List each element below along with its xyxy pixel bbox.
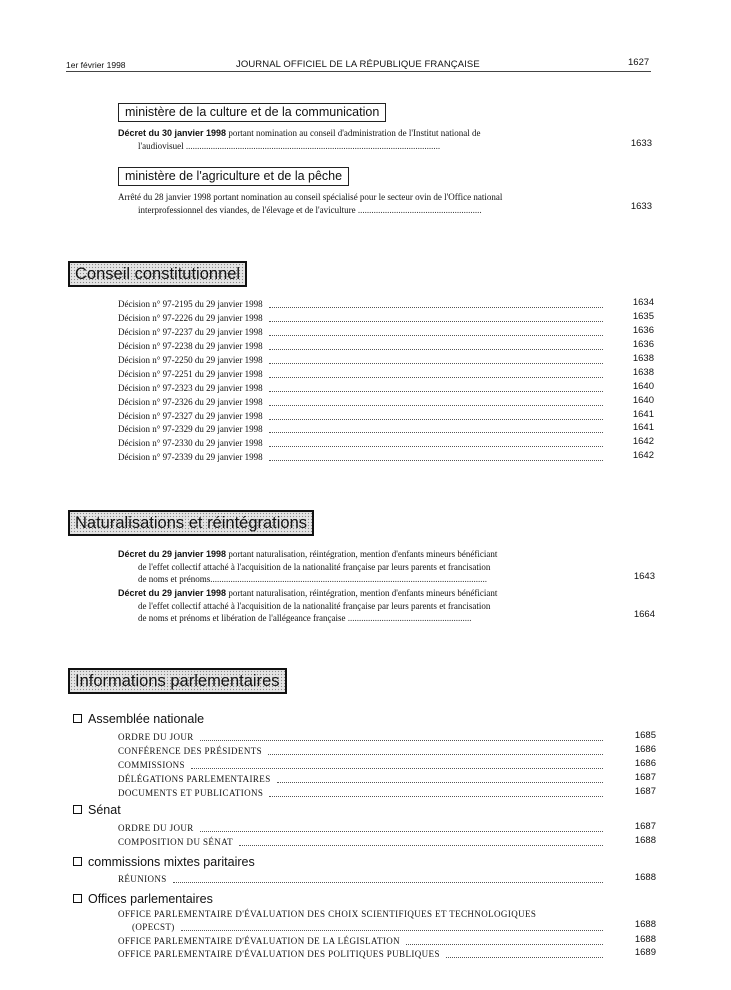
- dot-leader: [269, 787, 603, 797]
- decision-page: 1642: [632, 450, 654, 461]
- dot-leader: [269, 396, 603, 406]
- toc-page: 1687: [634, 772, 656, 783]
- dot-leader: [269, 340, 603, 350]
- agriculture-entry-text: Arrêté du 28 janvier 1998 portant nomination au conseil spécialisé pour le secteur ovin de l'Office national: [118, 192, 503, 202]
- decision-label: Décision n° 97-2237 du 29 janvier 1998: [118, 327, 263, 337]
- page-number: 1627: [628, 57, 650, 68]
- checkbox-square-icon: [73, 805, 82, 814]
- toc-row: [118, 773, 605, 787]
- naturalisation-entry-page: 1643: [633, 571, 655, 582]
- culture-entry-bold: Décret du 30 janvier 1998: [118, 128, 227, 138]
- subsection-heading: [73, 854, 255, 870]
- toc-label: ORDRE DU JOUR: [118, 732, 194, 742]
- toc-label: OFFICE PARLEMENTAIRE D'ÉVALUATION DES POLITIQUES PUBLIQUES: [118, 949, 440, 959]
- checkbox-square-icon: [73, 714, 82, 723]
- dot-leader: [200, 822, 603, 832]
- decision-page: 1640: [632, 381, 654, 392]
- toc-page: 1686: [634, 758, 656, 769]
- decision-page: 1635: [632, 311, 654, 322]
- decision-label: Décision n° 97-2323 du 29 janvier 1998: [118, 383, 263, 393]
- dot-leader: [446, 948, 603, 958]
- toc-page: 1685: [634, 730, 656, 741]
- toc-page: 1688: [634, 872, 656, 883]
- agriculture-entry-page: 1633: [630, 201, 652, 212]
- decision-page: 1641: [632, 409, 654, 420]
- section-informations-parlementaires: Informations parlementaires: [68, 668, 287, 694]
- decision-label: Décision n° 97-2238 du 29 janvier 1998: [118, 341, 263, 351]
- decision-page: 1634: [632, 297, 654, 308]
- decision-label: Décision n° 97-2329 du 29 janvier 1998: [118, 424, 263, 434]
- agriculture-entry: Arrêté du 28 janvier 1998 portant nomination au conseil spécialisé pour le secteur ovin de l'Office national interprofessionnel des viandes, de l'élevage et de l'aviculture .......................................................: [118, 192, 503, 215]
- toc-row: [118, 908, 605, 922]
- toc-label: RÉUNIONS: [118, 874, 167, 884]
- toc-label: OFFICE PARLEMENTAIRE D'ÉVALUATION DE LA LÉGISLATION: [118, 936, 401, 946]
- issue-date: 1er février 1998: [66, 60, 126, 70]
- toc-label: CONFÉRENCE DES PRÉSIDENTS: [118, 746, 263, 756]
- toc-label: OFFICE PARLEMENTAIRE D'ÉVALUATION DES CHOIX SCIENTIFIQUES ET TECHNOLOGIQUES: [118, 909, 537, 919]
- dot-leader: [269, 437, 603, 447]
- decision-page: 1638: [632, 367, 654, 378]
- agriculture-entry-cont: interprofessionnel des viandes, de l'élevage et de l'aviculture: [138, 204, 356, 215]
- checkbox-square-icon: [73, 894, 82, 903]
- toc-row: [118, 935, 605, 949]
- decision-row: [118, 410, 605, 424]
- subsection-title: Assemblée nationale: [88, 712, 205, 726]
- subsection-heading: [73, 802, 121, 818]
- subsection-title: Offices parlementaires: [88, 892, 213, 906]
- decision-label: Décision n° 97-2330 du 29 janvier 1998: [118, 438, 263, 448]
- dot-leader: [173, 873, 603, 883]
- decision-row: [118, 368, 605, 382]
- toc-row: [118, 787, 605, 801]
- ministry-culture-heading: ministère de la culture et de la communication: [118, 103, 386, 122]
- decision-page: 1636: [632, 339, 654, 350]
- toc-page: 1687: [634, 786, 656, 797]
- dot-leader: [191, 759, 603, 769]
- decision-page: 1636: [632, 325, 654, 336]
- decision-row: [118, 423, 605, 437]
- culture-entry: Décret du 30 janvier 1998 portant nomination au conseil d'administration de l'Institut national de l'audiovisuel .................................................................................................................: [118, 128, 481, 151]
- naturalisation-entry: Décret du 29 janvier 1998 portant naturalisation, réintégration, mention d'enfants mineurs bénéficiant de l'effet collectif attaché à l'acquisition de la nationalité française par leurs parents et francisation de noms et prénoms...........................................................................................................................: [118, 549, 498, 584]
- decision-label: Décision n° 97-2195 du 29 janvier 1998: [118, 299, 263, 309]
- decision-page: 1638: [632, 353, 654, 364]
- toc-label-cont: (OPECST): [132, 922, 175, 932]
- journal-title: JOURNAL OFFICIEL DE LA RÉPUBLIQUE FRANÇAISE: [236, 59, 480, 70]
- decision-row: [118, 396, 605, 410]
- subsection-heading: [73, 891, 213, 907]
- toc-page: 1688: [634, 835, 656, 846]
- section-conseil-constitutionnel: Conseil constitutionnel: [68, 261, 247, 287]
- decision-label: Décision n° 97-2339 du 29 janvier 1998: [118, 452, 263, 462]
- dot-leader: [269, 451, 603, 461]
- decision-label: Décision n° 97-2326 du 29 janvier 1998: [118, 397, 263, 407]
- dot-leader: [406, 935, 603, 945]
- dot-leader: [239, 836, 603, 846]
- naturalisation-entry: Décret du 29 janvier 1998 portant naturalisation, réintégration, mention d'enfants mineurs bénéficiant de l'effet collectif attaché à l'acquisition de la nationalité française par leurs parents et francisation de noms et prénoms et libération de l'allégeance française .......................................................: [118, 588, 498, 623]
- decision-label: Décision n° 97-2251 du 29 janvier 1998: [118, 369, 263, 379]
- decision-page: 1642: [632, 436, 654, 447]
- subsection-heading: [73, 711, 204, 727]
- toc-page: 1687: [634, 821, 656, 832]
- toc-row: [118, 731, 605, 745]
- dot-leader: [269, 354, 603, 364]
- culture-entry-text: portant nomination au conseil d'administration de l'Institut national de: [226, 128, 481, 138]
- culture-entry-cont: l'audiovisuel: [138, 140, 184, 151]
- toc-row: [132, 921, 605, 935]
- toc-label: COMPOSITION DU SÉNAT: [118, 837, 234, 847]
- dot-leader: [268, 745, 603, 755]
- toc-row: [118, 822, 605, 836]
- page-header: [0, 57, 731, 75]
- dot-leader: [269, 368, 603, 378]
- dot-leader: [277, 773, 603, 783]
- decision-row: [118, 354, 605, 368]
- dot-leader: [269, 382, 603, 392]
- decision-row: [118, 312, 605, 326]
- toc-page: 1686: [634, 744, 656, 755]
- naturalisation-entry-page: 1664: [633, 609, 655, 620]
- dot-leader: [181, 921, 603, 931]
- toc-row: [118, 836, 605, 850]
- dot-leader: [269, 410, 603, 420]
- toc-row: [118, 759, 605, 773]
- dot-leader: [269, 312, 603, 322]
- toc-label: ORDRE DU JOUR: [118, 823, 194, 833]
- toc-page: 1688: [634, 934, 656, 945]
- dot-leader: [269, 326, 603, 336]
- toc-label: COMMISSIONS: [118, 760, 185, 770]
- dot-leader: [269, 423, 603, 433]
- decision-row: [118, 382, 605, 396]
- decision-row: [118, 298, 605, 312]
- decision-row: [118, 340, 605, 354]
- decision-page: 1640: [632, 395, 654, 406]
- toc-label: DÉLÉGATIONS PARLEMENTAIRES: [118, 774, 271, 784]
- decision-label: Décision n° 97-2250 du 29 janvier 1998: [118, 355, 263, 365]
- toc-row: [118, 873, 605, 887]
- toc-page: 1689: [634, 947, 656, 958]
- dot-leader: [200, 731, 603, 741]
- toc-page: 1688: [634, 919, 656, 930]
- decision-label: Décision n° 97-2327 du 29 janvier 1998: [118, 411, 263, 421]
- decision-row: [118, 326, 605, 340]
- checkbox-square-icon: [73, 857, 82, 866]
- decision-row: [118, 437, 605, 451]
- ministry-agriculture-heading: ministère de l'agriculture et de la pêche: [118, 167, 349, 186]
- toc-label: DOCUMENTS ET PUBLICATIONS: [118, 788, 264, 798]
- dot-leader: [269, 298, 603, 308]
- toc-row: [118, 745, 605, 759]
- decision-row: [118, 451, 605, 465]
- decision-page: 1641: [632, 422, 654, 433]
- toc-row: [118, 948, 605, 962]
- section-naturalisations: Naturalisations et réintégrations: [68, 510, 314, 536]
- header-rule: [66, 71, 651, 72]
- decision-label: Décision n° 97-2226 du 29 janvier 1998: [118, 313, 263, 323]
- subsection-title: commissions mixtes paritaires: [88, 855, 255, 869]
- subsection-title: Sénat: [88, 803, 121, 817]
- culture-entry-page: 1633: [630, 138, 652, 149]
